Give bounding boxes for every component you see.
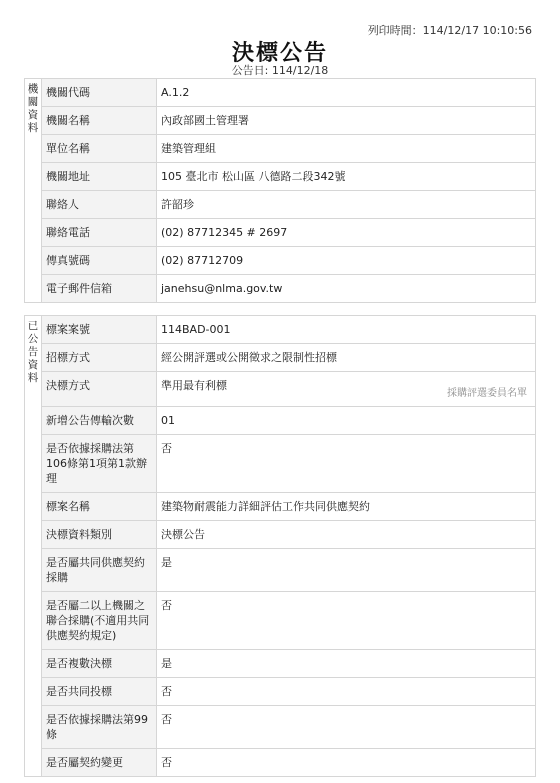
- row-label: 是否屬二以上機關之聯合採購(不適用共同供應契約規定): [42, 592, 157, 650]
- group-char: 機: [27, 83, 39, 95]
- table-row: [25, 650, 536, 678]
- table-row: [25, 107, 536, 135]
- table-row: [25, 316, 536, 344]
- table-row: [25, 191, 536, 219]
- row-label: 新增公告傳輸次數: [42, 407, 157, 435]
- row-label: 機關代碼: [42, 79, 157, 107]
- row-value: 是: [157, 650, 536, 678]
- table-row: [25, 706, 536, 749]
- table-row: [25, 372, 536, 407]
- group-char: 關: [27, 96, 39, 108]
- agency-group-label: [25, 79, 42, 303]
- row-value: 105 臺北市 松山區 八德路二段342號: [157, 163, 536, 191]
- table-row: [25, 549, 536, 592]
- row-value: 許韶珍: [157, 191, 536, 219]
- row-label: 是否複數決標: [42, 650, 157, 678]
- row-label: 機關地址: [42, 163, 157, 191]
- row-label: 是否屬共同供應契約採購: [42, 549, 157, 592]
- row-label: 決標資料類別: [42, 521, 157, 549]
- tender-group-label: [25, 316, 42, 777]
- row-value: 建築管理組: [157, 135, 536, 163]
- table-row: [25, 749, 536, 777]
- table-row: [25, 435, 536, 493]
- table-row: [25, 247, 536, 275]
- row-label: 標案名稱: [42, 493, 157, 521]
- table-row: [25, 407, 536, 435]
- row-label: 是否屬契約變更: [42, 749, 157, 777]
- row-label: 標案案號: [42, 316, 157, 344]
- row-label: 是否依據採購法第106條第1項第1款辦理: [42, 435, 157, 493]
- row-value: 否: [157, 435, 536, 493]
- group-char: 公: [27, 333, 39, 345]
- group-char: 料: [27, 372, 39, 384]
- row-label: 機關名稱: [42, 107, 157, 135]
- row-label: 傳真號碼: [42, 247, 157, 275]
- tender-info-table: [24, 315, 536, 777]
- row-label: 決標方式: [42, 372, 157, 407]
- agency-info-table: [24, 78, 536, 303]
- group-char: 料: [27, 122, 39, 134]
- row-value: 經公開評選或公開徵求之限制性招標: [157, 344, 536, 372]
- table-row: [25, 678, 536, 706]
- row-value: 內政部國土管理署: [157, 107, 536, 135]
- group-char: 資: [27, 109, 39, 121]
- announce-date: 公告日: 114/12/18: [231, 64, 329, 77]
- row-value: 是: [157, 549, 536, 592]
- table-row: [25, 344, 536, 372]
- row-label: 招標方式: [42, 344, 157, 372]
- table-row: [25, 275, 536, 303]
- row-value: (02) 87712345 # 2697: [157, 219, 536, 247]
- award-method-cell: [157, 372, 536, 407]
- row-value: 否: [157, 678, 536, 706]
- committee-list-link[interactable]: 採購評選委員名單: [447, 388, 527, 399]
- table-row: [25, 219, 536, 247]
- row-value: 決標公告: [157, 521, 536, 549]
- row-label: 聯絡人: [42, 191, 157, 219]
- group-char: 已: [27, 320, 39, 332]
- table-row: [25, 592, 536, 650]
- row-value: (02) 87712709: [157, 247, 536, 275]
- table-row: [25, 521, 536, 549]
- row-value: A.1.2: [157, 79, 536, 107]
- row-value: 準用最有利標: [161, 379, 227, 392]
- table-row: [25, 79, 536, 107]
- row-value: janehsu@nlma.gov.tw: [157, 275, 536, 303]
- row-label: 電子郵件信箱: [42, 275, 157, 303]
- row-label: 單位名稱: [42, 135, 157, 163]
- page-title: 決標公告: [231, 41, 328, 66]
- row-label: 是否共同投標: [42, 678, 157, 706]
- row-label: 是否依據採購法第99條: [42, 706, 157, 749]
- row-value: 01: [157, 407, 536, 435]
- table-row: [25, 135, 536, 163]
- row-label: 聯絡電話: [42, 219, 157, 247]
- table-row: [25, 163, 536, 191]
- row-value: 否: [157, 592, 536, 650]
- row-value: 114BAD-001: [157, 316, 536, 344]
- table-row: [25, 493, 536, 521]
- row-value: 建築物耐震能力詳細評估工作共同供應契約: [157, 493, 536, 521]
- row-value: 否: [157, 706, 536, 749]
- print-time: 列印時間：114/12/17 10:10:56: [367, 24, 532, 37]
- group-char: 資: [27, 359, 39, 371]
- group-char: 告: [27, 346, 39, 358]
- row-value: 否: [157, 749, 536, 777]
